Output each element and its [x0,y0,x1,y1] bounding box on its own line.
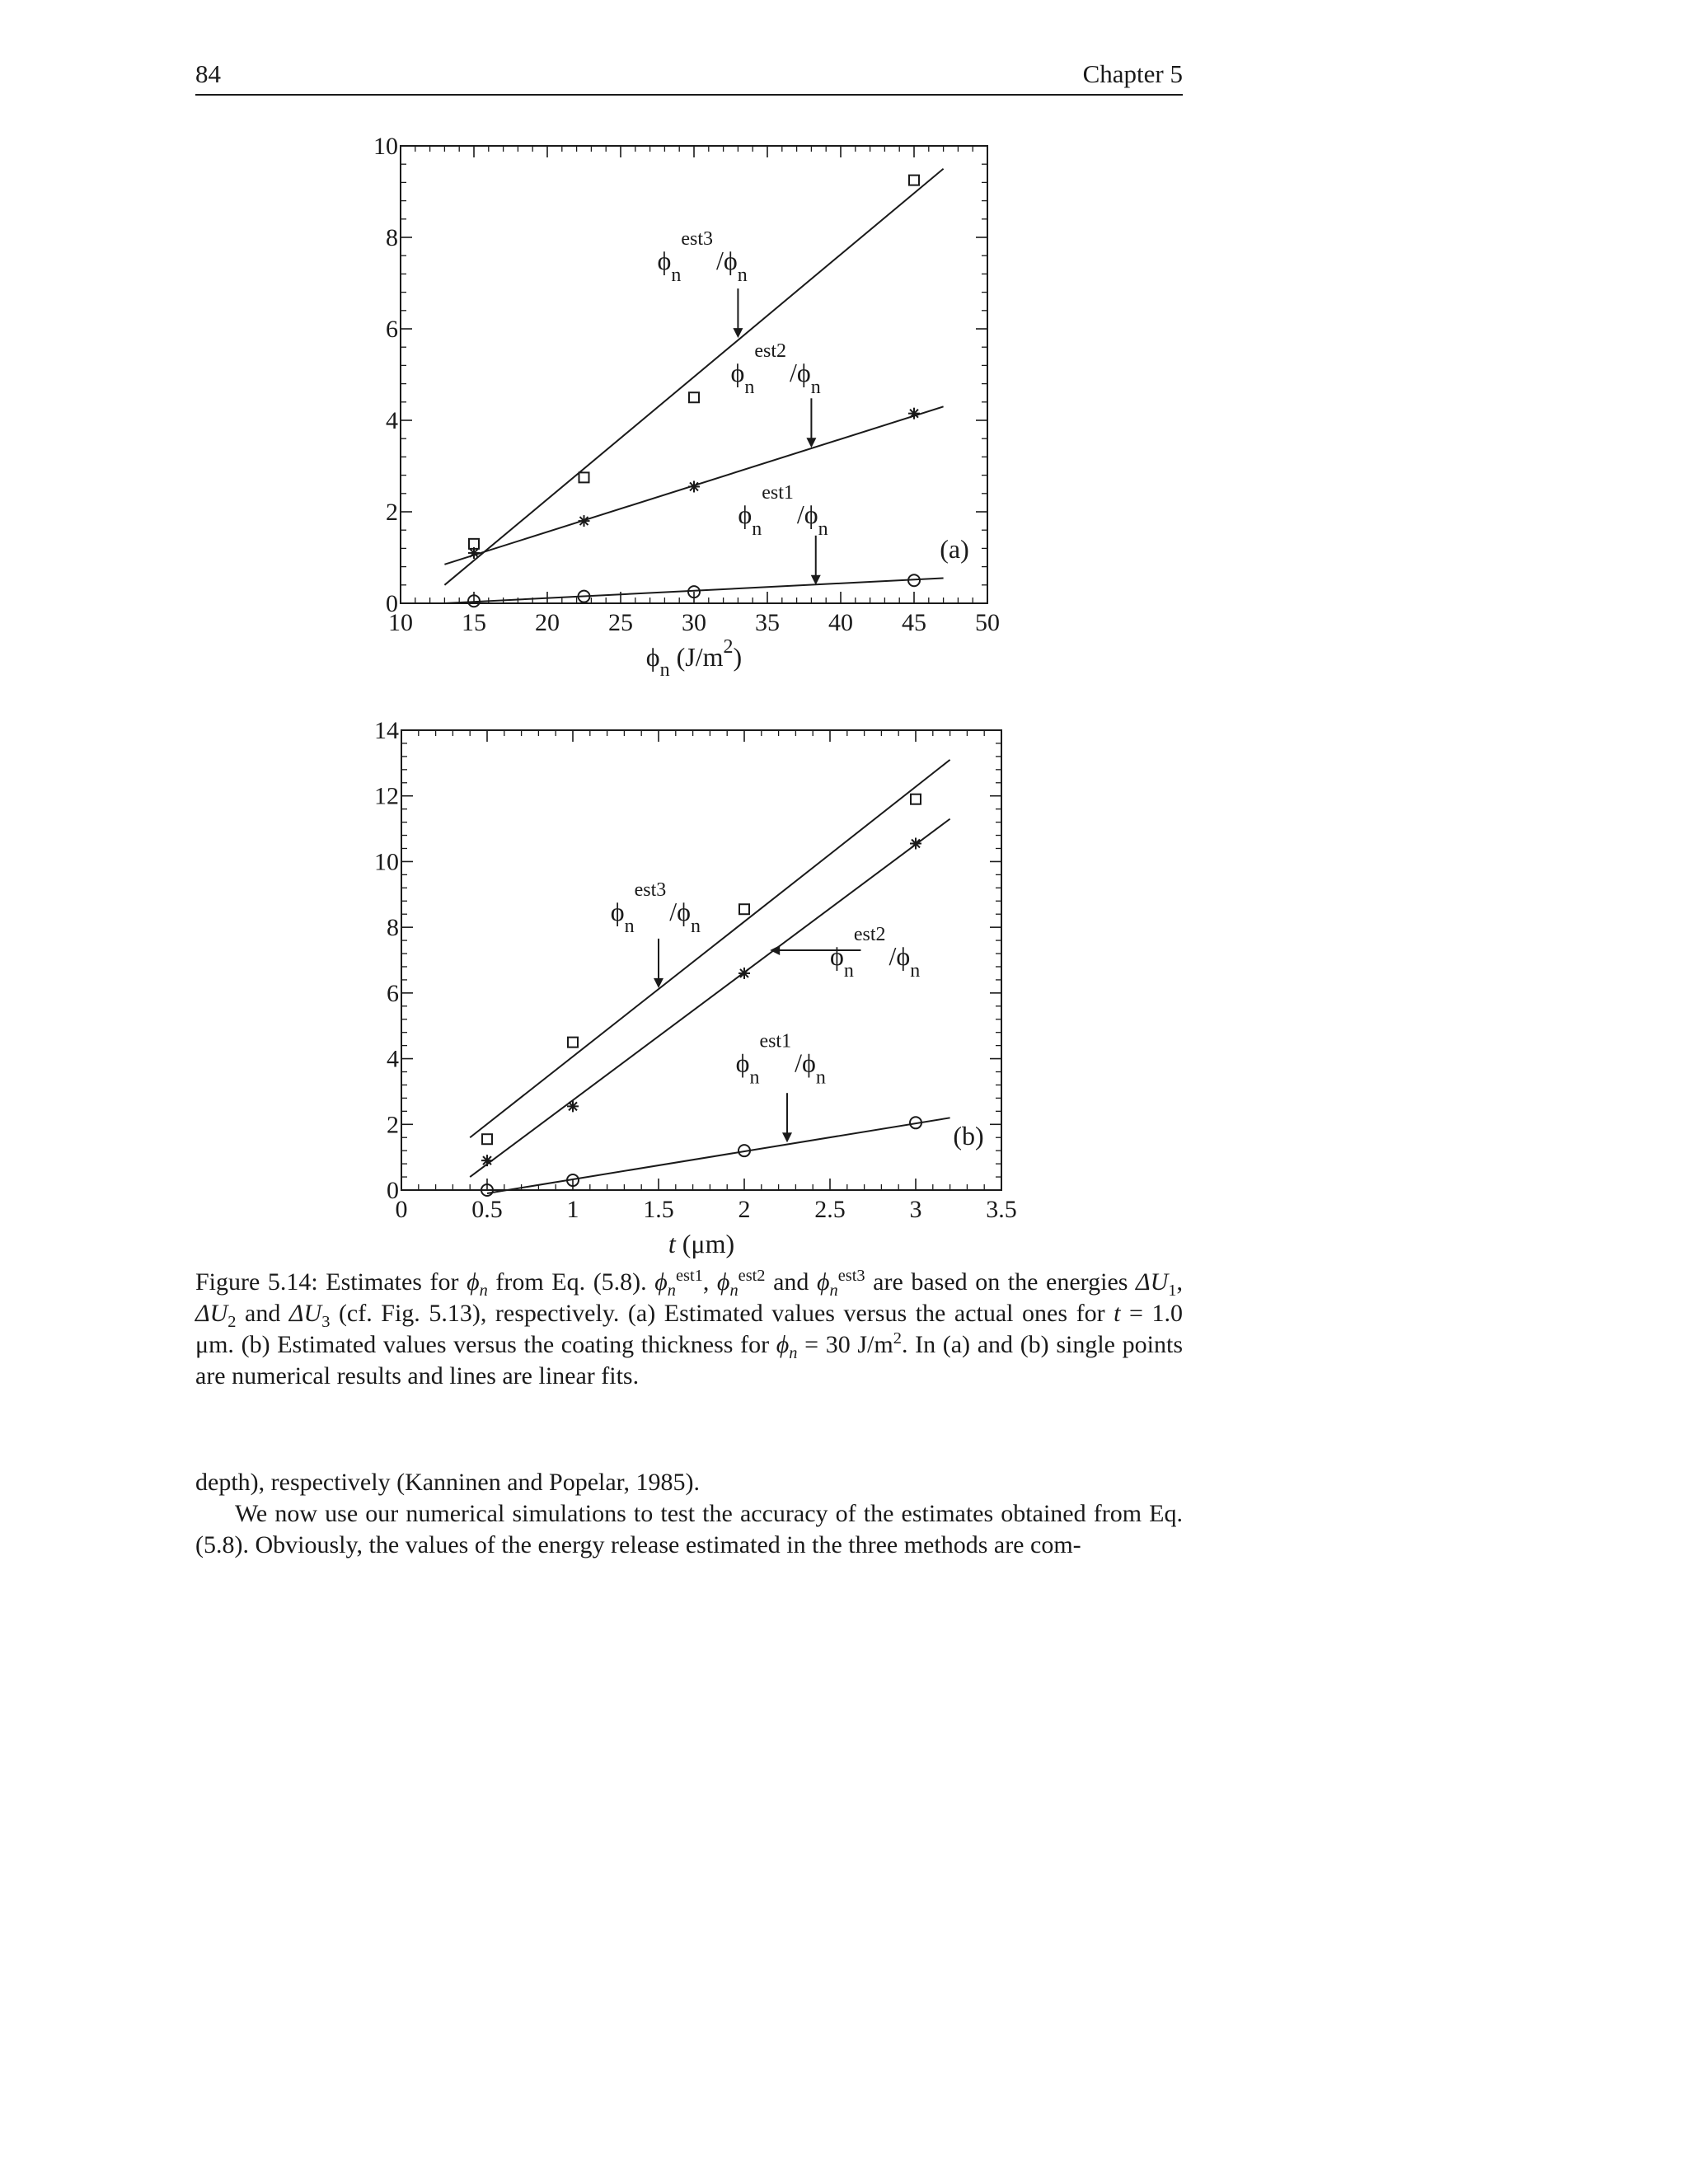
annotation-label: $\phi_n^{est3}/\phi_n$ [610,879,701,938]
data-point-square [739,904,749,914]
panel-label: (b) [953,1121,984,1151]
data-point-square [911,794,921,804]
y-tick-label: 2 [387,1111,399,1139]
annotation-label: $\phi_n^{est1}/\phi_n$ [735,1030,826,1089]
y-tick-label: 14 [374,717,399,744]
page-number: 84 [195,59,221,88]
x-tick-label: 15 [462,609,486,636]
fit-line-square [470,760,950,1137]
data-point-square [482,1134,492,1144]
arrow-head [770,945,780,955]
x-tick-label: 25 [608,609,633,636]
data-point-asterisk [910,838,921,850]
data-point-asterisk [481,1155,493,1166]
x-axis-label: t (μm) [668,1229,735,1258]
x-tick-label: 20 [535,609,560,636]
y-tick-label: 8 [387,914,399,942]
x-tick-label: 1.5 [643,1196,674,1223]
x-tick-label: 45 [902,609,926,636]
y-tick-label: 6 [386,316,398,343]
x-tick-label: 3.5 [986,1196,1017,1223]
paragraph: We now use our numerical simulations to test the accuracy of the estimates obtained from Eq. (5.8). Obviously, the values of the energy release estimated in the three methods are com- [195,1500,1183,1558]
y-tick-label: 10 [373,133,398,160]
x-tick-label: 0.5 [471,1196,503,1223]
y-tick-label: 12 [374,782,399,810]
x-tick-label: 50 [975,609,1000,636]
x-tick-label: 35 [755,609,780,636]
paragraph-end: depth), respectively (Kanninen and Popelar, 1985). [195,1469,700,1496]
y-tick-label: 10 [374,848,399,876]
x-tick-label: 40 [828,609,853,636]
x-tick-label: 2 [738,1196,751,1223]
panel-label: (a) [940,534,969,564]
y-tick-label: 8 [386,224,398,251]
annotation-label: $\phi_n^{est1}/\phi_n$ [738,481,828,540]
x-tick-label: 10 [388,609,413,636]
arrow-head [782,1132,792,1142]
x-tick-label: 1 [566,1196,579,1223]
annotation-label: $\phi_n^{est3}/\phi_n$ [657,227,748,286]
y-tick-label: 4 [387,1045,399,1073]
y-tick-label: 2 [386,499,398,526]
y-tick-label: 0 [387,1177,399,1204]
chapter-title: Chapter 5 [1082,59,1183,88]
y-tick-label: 4 [386,407,398,434]
x-tick-label: 2.5 [814,1196,846,1223]
x-tick-label: 30 [682,609,706,636]
fit-line-asterisk [470,819,950,1177]
y-tick-label: 6 [387,979,399,1007]
annotation-label: $\phi_n^{est2}/\phi_n$ [830,923,921,982]
x-tick-label: 0 [395,1196,408,1223]
figure-caption: Figure 5.14: Estimates for $\phi_n$ from Eq. (5.8). $\phi_n^{est1}$, $\phi_n^{est2}$ and $\phi_n^{est3}$ are based on the energies $\Delta U_1$, $\Delta U_2$ and $\Delta U_3$ (cf. Fig. 5.13), respectively. (a) Estimated values versus the actual ones for t = 1.0 μm. (b) Estimated values versus the coating thickness for $\phi_n = 30$ $J/m^2$. In (a) and (b) single points are numerical results and lines are linear fits. [195,1267,1184,1390]
data-point-asterisk [738,968,750,979]
data-point-square [568,1038,578,1047]
body-text [195,1467,1183,1561]
x-axis-label: $\phi_n$ $(J/m^2)$ [645,636,743,681]
annotation-label: $\phi_n^{est2}/\phi_n$ [730,340,821,398]
y-tick-label: 0 [386,590,398,617]
x-tick-label: 3 [909,1196,922,1223]
data-point-asterisk [567,1100,579,1112]
fit-line-circle [487,1118,950,1193]
